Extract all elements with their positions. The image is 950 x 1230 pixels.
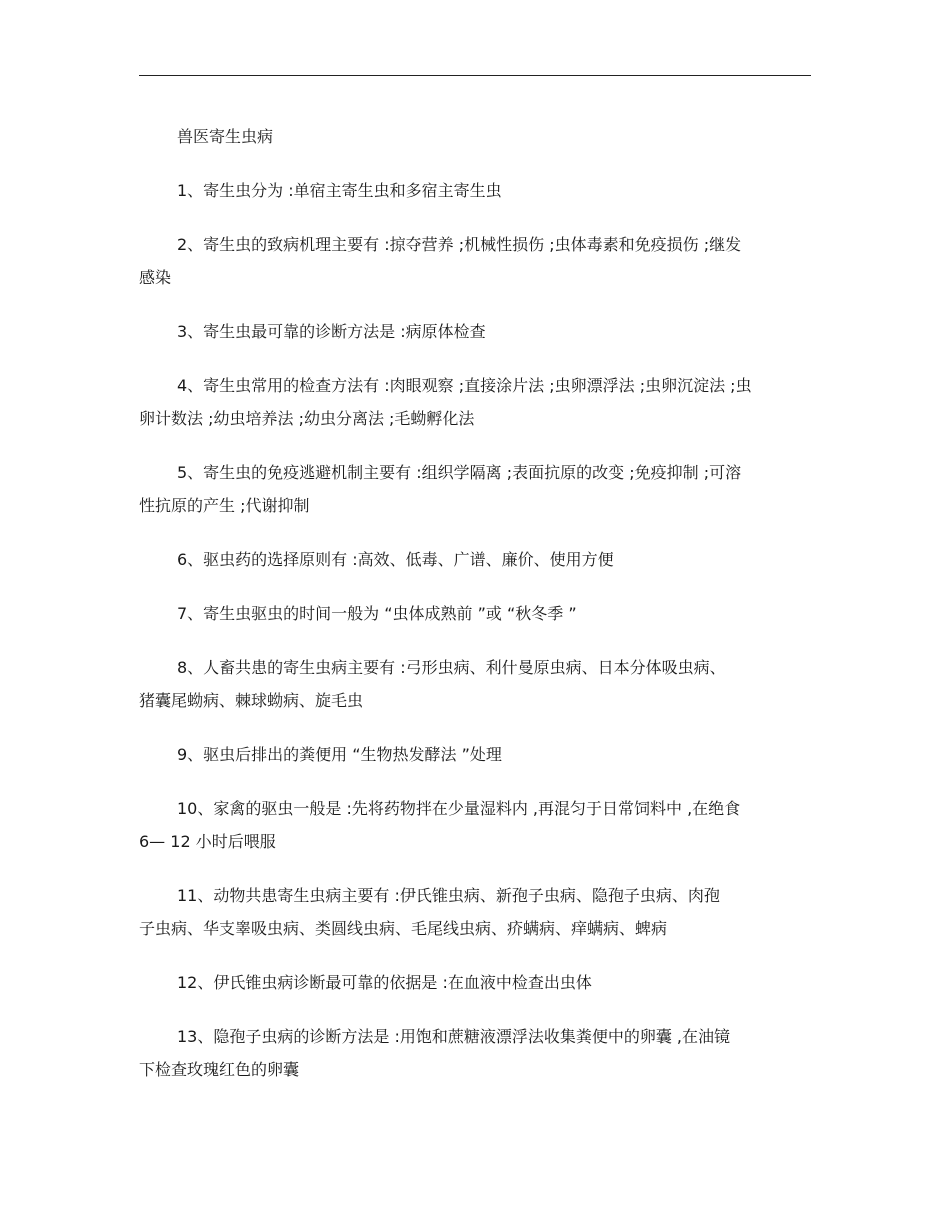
- paragraph-line: 1、寄生虫分为 :单宿主寄生虫和多宿主寄生虫: [177, 181, 502, 200]
- paragraph-line: 猪囊尾蚴病、棘球蚴病、旋毛虫: [139, 691, 364, 710]
- paragraph-line: 6、驱虫药的选择原则有 :高效、低毒、广谱、廉价、使用方便: [177, 550, 614, 569]
- list-item: [139, 228, 811, 294]
- document-body: [139, 120, 811, 1086]
- paragraph-line: 11、动物共患寄生虫病主要有 :伊氏锥虫病、新孢子虫病、隐孢子虫病、肉孢: [177, 886, 720, 905]
- list-item: [139, 174, 811, 207]
- paragraph-line: 10、家禽的驱虫一般是 :先将药物拌在少量湿料内 ,再混匀于日常饲料中 ,在绝食: [177, 799, 741, 818]
- paragraph-line: 性抗原的产生 ;代谢抑制: [139, 496, 310, 515]
- list-item: [139, 879, 811, 945]
- document-title: 兽医寄生虫病: [177, 127, 274, 146]
- list-item: [139, 1020, 811, 1086]
- paragraph-line: 下检查玫瑰红色的卵囊: [139, 1060, 300, 1079]
- paragraph-line: 13、隐孢子虫病的诊断方法是 :用饱和蔗糖液漂浮法收集粪便中的卵囊 ,在油镜: [177, 1027, 731, 1046]
- list-item: [139, 738, 811, 771]
- list-item: [139, 456, 811, 522]
- list-item: [139, 792, 811, 858]
- list-item: [139, 543, 811, 576]
- list-item: [139, 651, 811, 717]
- paragraph-line: 卵计数法 ;幼虫培养法 ;幼虫分离法 ;毛蚴孵化法: [139, 409, 475, 428]
- paragraph-line: 感染: [139, 268, 172, 287]
- paragraph-line: 6— 12 小时后喂服: [139, 832, 276, 851]
- paragraph-line: 12、伊氏锥虫病诊断最可靠的依据是 :在血液中检查出虫体: [177, 973, 592, 992]
- paragraph-line: 2、寄生虫的致病机理主要有 :掠夺营养 ;机械性损伤 ;虫体毒素和免疫损伤 ;继发: [177, 235, 742, 254]
- header-rule: [139, 75, 811, 76]
- paragraph-line: 子虫病、华支睾吸虫病、类圆线虫病、毛尾线虫病、疥螨病、痒螨病、蜱病: [139, 919, 668, 938]
- paragraph-line: 7、寄生虫驱虫的时间一般为 “虫体成熟前 ”或 “秋冬季 ”: [177, 604, 577, 623]
- item-list: [139, 174, 811, 1086]
- list-item: [139, 966, 811, 999]
- list-item: [139, 597, 811, 630]
- list-item: [139, 369, 811, 435]
- paragraph-line: 3、寄生虫最可靠的诊断方法是 :病原体检查: [177, 322, 486, 341]
- paragraph-line: 8、人畜共患的寄生虫病主要有 :弓形虫病、利什曼原虫病、日本分体吸虫病、: [177, 658, 726, 677]
- paragraph-line: 9、驱虫后排出的粪便用 “生物热发酵法 ”处理: [177, 745, 502, 764]
- list-item: [139, 315, 811, 348]
- paragraph-line: 4、寄生虫常用的检查方法有 :肉眼观察 ;直接涂片法 ;虫卵漂浮法 ;虫卵沉淀法 ;虫: [177, 376, 752, 395]
- paragraph-line: 5、寄生虫的免疫逃避机制主要有 :组织学隔离 ;表面抗原的改变 ;免疫抑制 ;可溶: [177, 463, 742, 482]
